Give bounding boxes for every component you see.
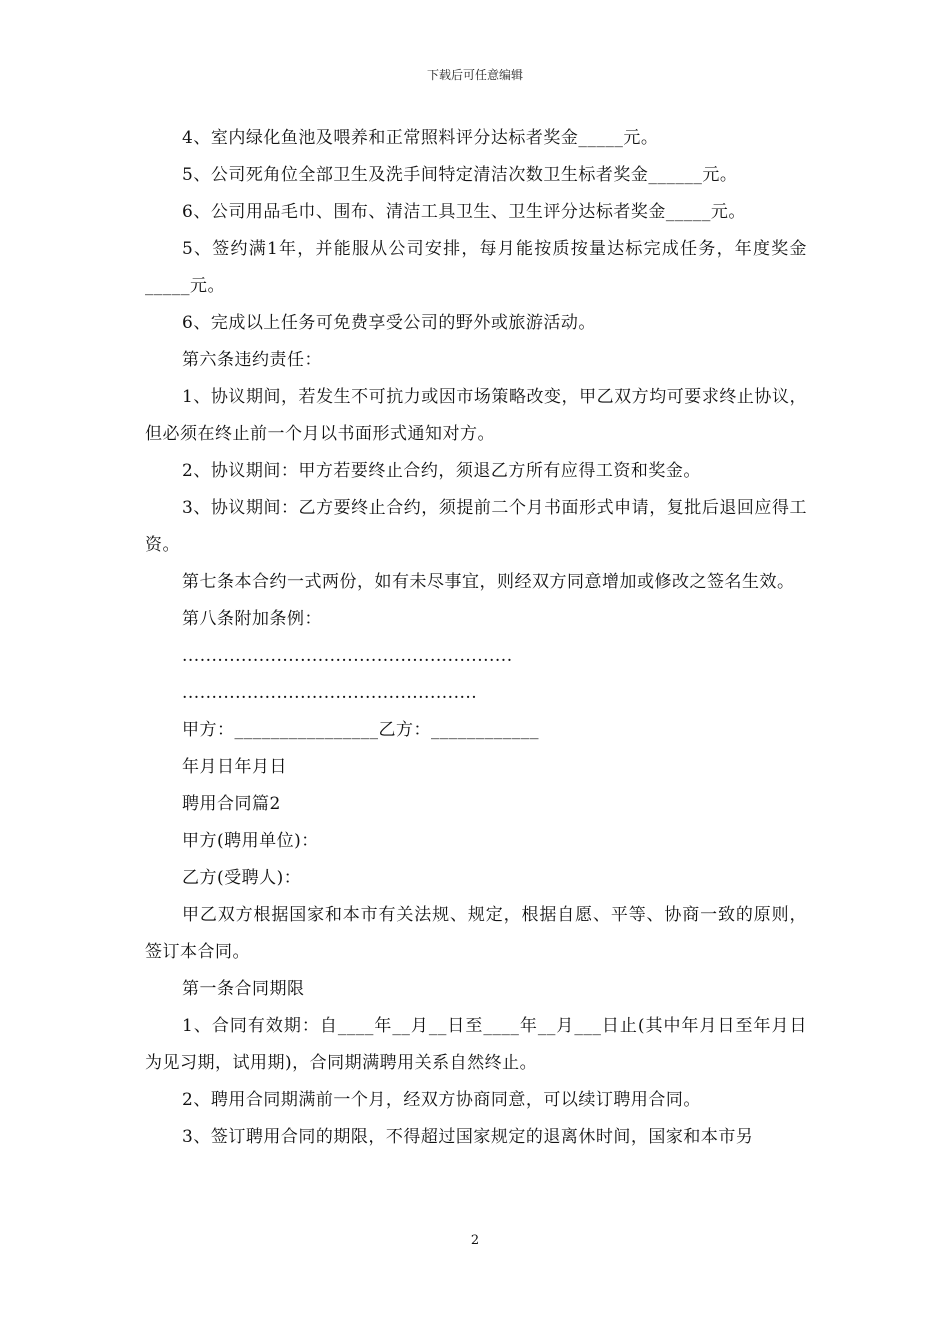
- party-a-line: 甲方(聘用单位)：: [182, 831, 319, 851]
- paragraph: 第七条本合约一式两份，如有未尽事宜，则经双方同意增加或修改之签名生效。: [182, 572, 795, 592]
- paragraph: 2、协议期间：甲方若要终止合约，须退乙方所有应得工资和奖金。: [182, 461, 701, 481]
- party-b-line: 乙方(受聘人)：: [182, 868, 302, 888]
- paragraph: 甲乙双方根据国家和本市有关法规、规定，根据自愿、平等、协商一致的原则，签订本合同。: [145, 905, 807, 962]
- paragraph: 3、协议期间：乙方要终止合约，须提前二个月书面形式申请，复批后退回应得工资。: [145, 498, 807, 555]
- section-heading: 第八条附加条例：: [182, 609, 322, 629]
- paragraph: 1、合同有效期：自____年__月__日至____年__月___日止(其中年月日至年月日为见习期，试用期)，合同期满聘用关系自然终止。: [145, 1016, 807, 1073]
- paragraph: 4、室内绿化鱼池及喂养和正常照料评分达标者奖金_____元。: [182, 128, 659, 148]
- paragraph: 5、公司死角位全部卫生及洗手间特定清洁次数卫生标者奖金______元。: [182, 165, 738, 185]
- section-heading: 第六条违约责任：: [182, 350, 322, 370]
- paragraph: 6、公司用品毛巾、围布、清洁工具卫生、卫生评分达标者奖金_____元。: [182, 202, 746, 222]
- paragraph: 3、签订聘用合同的期限，不得超过国家规定的退离休时间，国家和本市另: [182, 1127, 754, 1147]
- paragraph: 6、完成以上任务可免费享受公司的野外或旅游活动。: [182, 313, 596, 333]
- date-line: 年月日年月日: [182, 757, 287, 777]
- dotted-line: ........................................................: [182, 646, 513, 666]
- document-body: [145, 120, 807, 1156]
- dotted-line: ..................................................: [182, 683, 478, 703]
- page-header: 下载后可任意编辑: [426, 68, 523, 82]
- paragraph: 1、协议期间，若发生不可抗力或因市场策略改变，甲乙双方均可要求终止协议，但必须在终止前一个月以书面形式通知对方。: [145, 387, 807, 444]
- paragraph: 5、签约满1年，并能服从公司安排，每月能按质按量达标完成任务，年度奖金_____元。: [145, 239, 807, 296]
- section-heading: 第一条合同期限: [182, 979, 305, 999]
- paragraph: 2、聘用合同期满前一个月，经双方协商同意，可以续订聘用合同。: [182, 1090, 701, 1110]
- signature-line: 甲方：________________乙方：____________: [182, 720, 539, 740]
- section-title: 聘用合同篇2: [182, 794, 281, 814]
- page-number: 2: [470, 1233, 480, 1248]
